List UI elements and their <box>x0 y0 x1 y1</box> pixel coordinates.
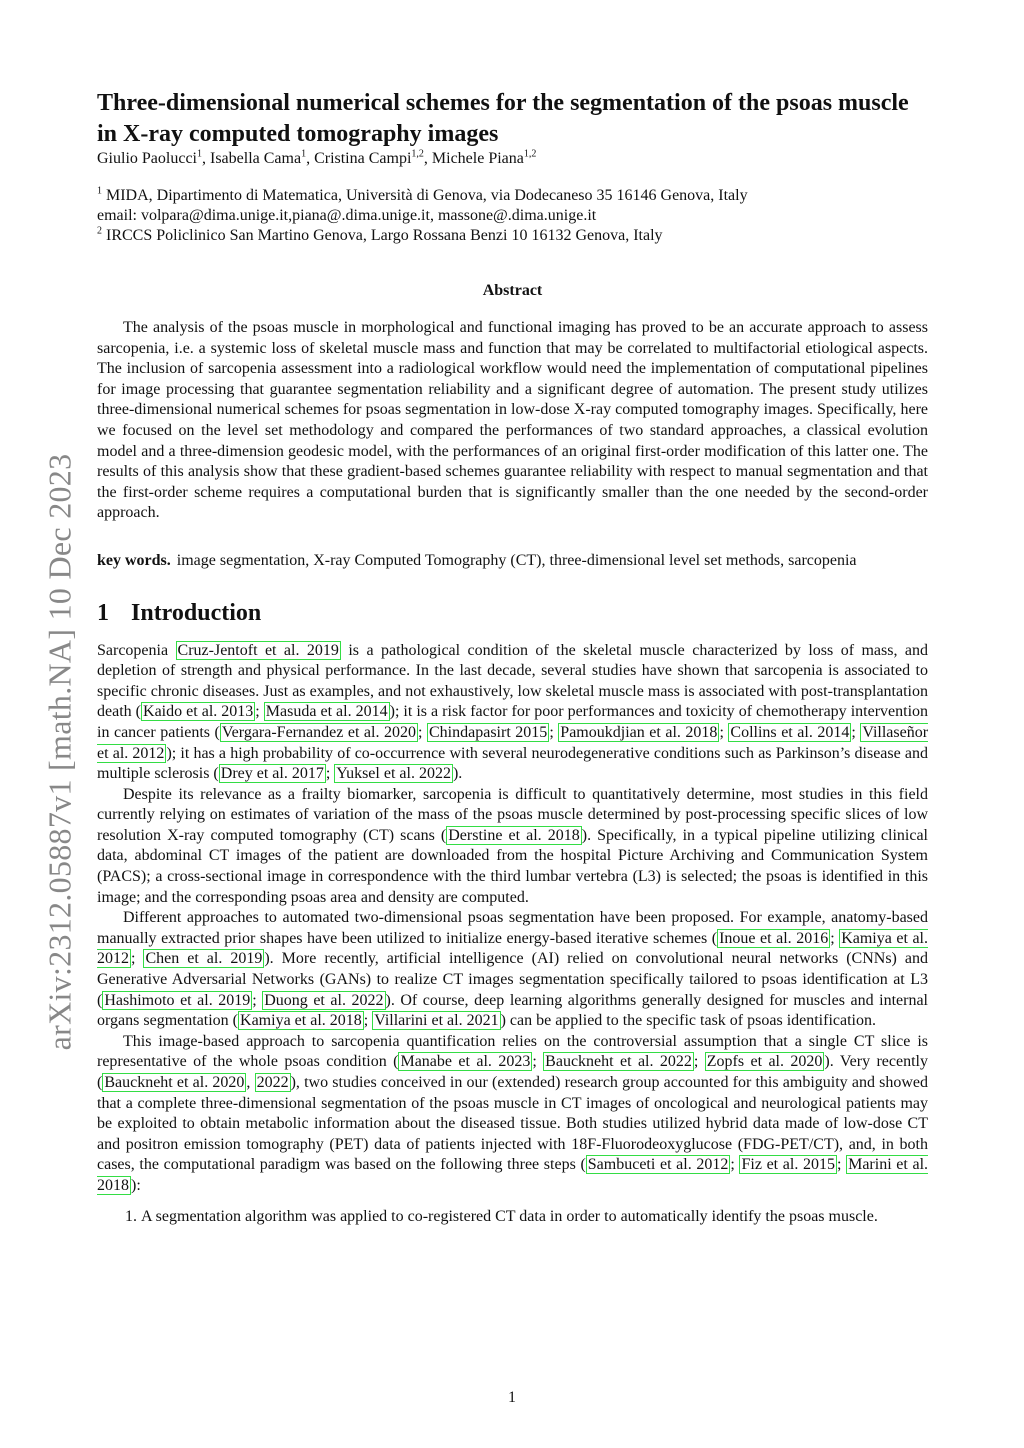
citation-link[interactable]: Kamiya et al. 2012 <box>97 929 928 968</box>
section-number: 1 <box>97 599 109 626</box>
steps-list <box>97 1207 928 1228</box>
author-name: Cristina Campi <box>314 150 412 167</box>
citation-link[interactable]: Duong et al. 2022 <box>264 991 384 1009</box>
paragraph-4: This image-based approach to sarcopenia quantification relies on the controversial assumption that a single CT slice is representative of the whole psoas condition ( Manabe et al. 2023 ; Bauckneht et al. 2022 ; Zopfs et al. 2020 ). Very recently ( Bauckneht et al. 2020 , 2022 ), two studies conceived in our (extended) research group accounted for this ambiguity and showed that a complete three-dimensional segmentation of the psoas muscle in CT images of oncological and neurological patients may be exploited to obtain metabolic information about the diseased tissue. Both studies utilized hybrid data made of low-dose CT and positron emission tomography (PET) data of patients injected with 18F-Fluorodeoxyglucose (FDG-PET/CT), and, in both cases, the computational paradigm was based on the following three steps ( Sambuceti et al. 2012 ; Fiz et al. 2015 ; Marini et al. 2018 ): <box>97 1032 929 1194</box>
introduction-body <box>97 641 928 1197</box>
citation-link[interactable]: Hashimoto et al. 2019 <box>104 991 251 1009</box>
affiliations <box>97 186 928 246</box>
citation-link[interactable]: Vergara-Fernandez et al. 2020 <box>221 723 417 741</box>
citation-link[interactable]: Chen et al. 2019 <box>145 950 263 968</box>
paper-page <box>97 88 928 1227</box>
affiliation-2-text: IRCCS Policlinico San Martino Genova, Largo Rossana Benzi 10 16132 Genova, Italy <box>106 227 663 244</box>
citation-link[interactable]: Collins et al. 2014 <box>730 723 850 741</box>
author-name: Giulio Paolucci <box>97 150 197 167</box>
citation-link[interactable]: 2022 <box>256 1074 289 1091</box>
affiliation-1 <box>97 186 928 206</box>
keywords <box>97 551 928 572</box>
affiliation-1-marker: 1 <box>97 185 102 197</box>
citation-link[interactable]: Yuksel et al. 2022 <box>336 765 451 783</box>
citation-link[interactable]: Marini et al. 2018 <box>97 1156 929 1194</box>
citation-link[interactable]: Villarini et al. 2021 <box>374 1012 499 1030</box>
citation-link[interactable]: Sambuceti et al. 2012 <box>587 1156 729 1174</box>
author-affiliation-marker: 1 <box>196 148 202 160</box>
abstract-heading: Abstract <box>482 282 543 299</box>
keywords-text: image segmentation, X-ray Computed Tomography (CT), three-dimensional level set methods, sarcopenia <box>176 551 857 569</box>
author-name: Michele Piana <box>431 150 524 167</box>
section-title: Introduction <box>131 599 262 626</box>
citation-link[interactable]: Bauckneht et al. 2020 <box>104 1074 245 1091</box>
citation-link[interactable]: Zopfs et al. 2020 <box>706 1053 823 1071</box>
citation-link[interactable]: Cruz-Jentoft et al. 2019 <box>177 641 339 659</box>
keywords-label: key words. <box>97 551 171 569</box>
author-affiliation-marker: 1 <box>301 148 307 160</box>
abstract-body <box>97 318 928 524</box>
affiliation-1-text: MIDA, Dipartimento di Matematica, Università di Genova, via Dodecaneso 35 16146 Genova, Italy <box>106 187 748 204</box>
citation-link[interactable]: Kaido et al. 2013 <box>143 703 254 721</box>
author-list: Giulio Paolucci$^1$, Isabella Cama$^1$, Cristina Campi$^{1,2}$, Michele Piana$^{1,2}$ <box>97 148 537 167</box>
citation-link[interactable]: Derstine et al. 2018 <box>448 826 580 844</box>
arxiv-side-stamp: arXiv:2312.05887v1 [math.NA] 10 Dec 2023 <box>41 453 78 1051</box>
paragraph-2: Despite its relevance as a frailty biomarker, sarcopenia is difficult to quantitatively determine, most studies in this field currently relying on estimates of variation of the mass of the psoas muscle determined by post-processing specific slices of low resolution X-ray computed tomography (CT) scans ( Derstine et al. 2018 ). Specifically, in a typical pipeline utilizing clinical data, abdominal CT images of the patient are downloaded from the hospital Picture Archiving and Communication System (PACS); a cross-sectional image in correspondence with the third lumbar vertebra (L3) is selected; the psoas is identified in this image; and the corresponding psoas area and density are computed. <box>97 785 928 906</box>
citation-link[interactable]: Bauckneht et al. 2022 <box>545 1053 692 1071</box>
email-line: email: volpara@dima.unige.it,piana@.dima.unige.it, massone@.dima.unige.it <box>97 207 597 224</box>
citation-link[interactable]: Chindapasirt 2015 <box>429 723 548 741</box>
citation-link[interactable]: Pamoukdjian et al. 2018 <box>560 723 718 741</box>
citation-link[interactable]: Kamiya et al. 2018 <box>240 1012 362 1030</box>
citation-link[interactable]: Manabe et al. 2023 <box>400 1053 531 1071</box>
abstract-text: The analysis of the psoas muscle in morphological and functional imaging has proved to be an accurate approach to assess sarcopenia, i.e. a systemic loss of skeletal muscle mass and function that may be correlated to multifactorial etiological aspects. The inclusion of sarcopenia assessment into a radiological workflow would need the implementation of computational pipelines for image processing that guarantee segmentation reliability and a significant degree of automation. The present study utilizes three-dimensional numerical schemes for psoas segmentation in low-dose X-ray computed tomography images. Specifically, here we focused on the level set methodology and compared the performances of two standard approaches, a classical evolution model and a three-dimension geodesic model, with the performances of an original first-order modification of this latter one. The results of this analysis show that these gradient-based schemes guarantee reliability with respect to manual segmentation and that the first-order scheme requires a computational burden that is significantly smaller than the one needed by the second-order approach. <box>97 319 928 522</box>
affiliation-2 <box>97 226 928 246</box>
author-name: Isabella Cama <box>209 150 302 167</box>
citation-link[interactable]: Drey et al. 2017 <box>220 765 324 783</box>
citation-link[interactable]: Masuda et al. 2014 <box>265 703 388 721</box>
author-affiliation-marker: 1,2 <box>411 148 424 160</box>
page-number: 1 <box>508 1389 516 1406</box>
paragraph-3: Different approaches to automated two-dimensional psoas segmentation have been proposed. For example, anatomy-based manually extracted prior shapes have been utilized to initialize energy-based iterative schemes ( Inoue et al. 2016 ; Kamiya et al. 2012 ; Chen et al. 2019 ). More recently, artificial intelligence (AI) relied on convolutional neural networks (CNNs) and Generative Adversarial Networks (GANs) to realize CT images segmentation specifically tailored to psoas identification at L3 ( Hashimoto et al. 2019 ; Duong et al. 2022 ). Of course, deep learning algorithms generally designed for muscles and internal organs segmentation ( Kamiya et al. 2018 ; Villarini et al. 2021 ) can be applied to the specific task of psoas identification. <box>97 909 928 1030</box>
citation-link[interactable]: Villaseñor et al. 2012 <box>97 723 929 762</box>
paragraph-1: Sarcopenia Cruz-Jentoft et al. 2019 is a pathological condition of the skeletal muscle characterized by loss of mass, and depletion of strength and physical performance. In the last decade, several studies have shown that sarcopenia is associated to specific chronic diseases. Just as examples, and not exhaustively, low skeletal muscle mass is associated with post-transplantation death ( Kaido et al. 2013 ; Masuda et al. 2014 ); it is a risk factor for poor performances and toxicity of chemotherapy intervention in cancer patients ( Vergara-Fernandez et al. 2020 ; Chindapasirt 2015 ; Pamoukdjian et al. 2018 ; Collins et al. 2014 ; Villaseñor et al. 2012 ); it has a high probability of co-occurrence with several neurodegenerative conditions such as Parkinson’s disease and multiple sclerosis ( Drey et al. 2017 ; Yuksel et al. 2022 ). <box>97 641 929 783</box>
author-affiliation-marker: 1,2 <box>523 148 537 160</box>
affiliation-2-marker: 2 <box>97 225 102 237</box>
citation-link[interactable]: Inoue et al. 2016 <box>719 929 829 947</box>
list-item: 1. A segmentation algorithm was applied to co-registered CT data in order to automatically identify the psoas muscle. <box>141 1207 928 1228</box>
paper-title: Three-dimensional numerical schemes for the segmentation of the psoas muscle in X-ray computed tomography images <box>97 90 909 147</box>
citation-link[interactable]: Fiz et al. 2015 <box>741 1156 835 1174</box>
section-heading <box>97 600 928 627</box>
